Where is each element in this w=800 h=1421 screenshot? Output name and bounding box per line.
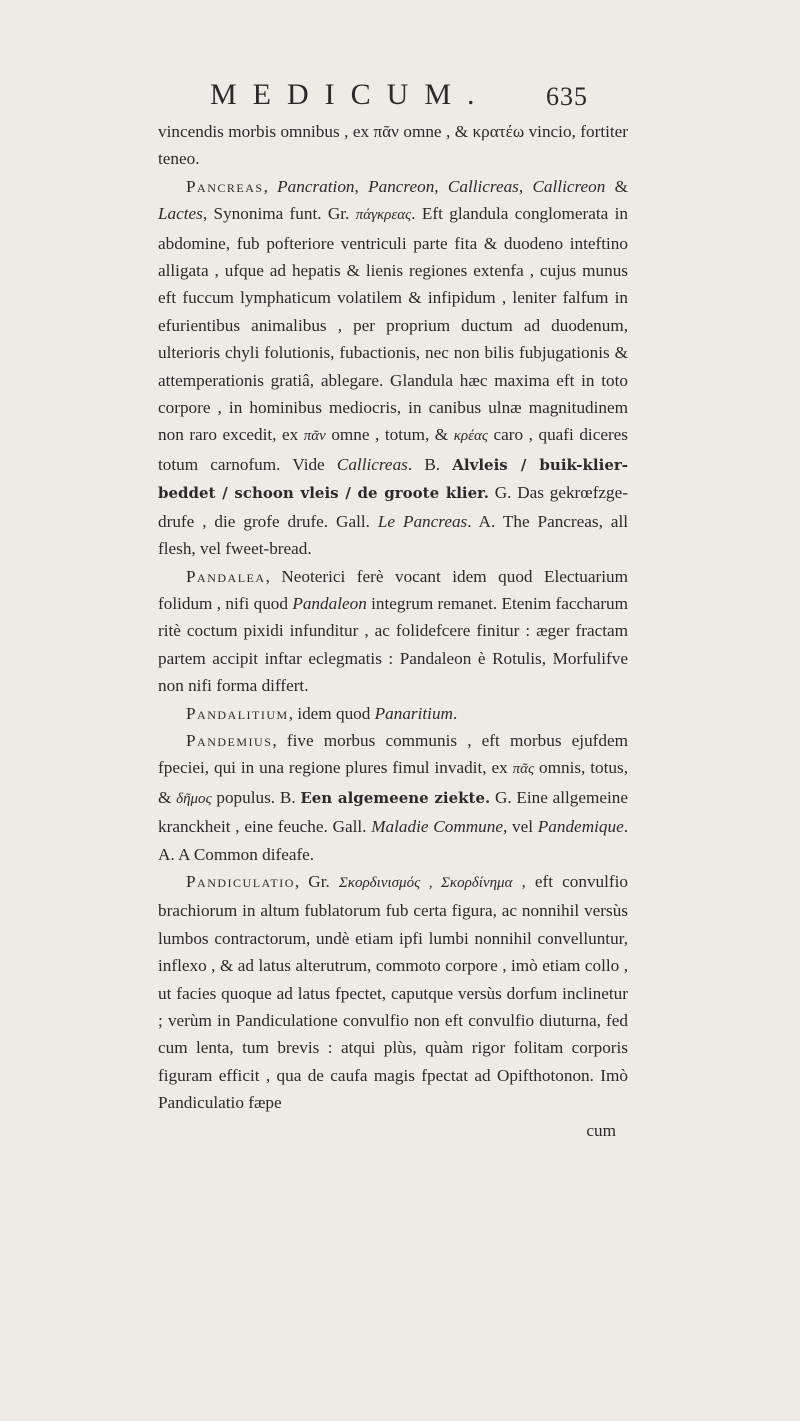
page-number: 635 (546, 82, 588, 111)
running-header (210, 78, 630, 118)
entry-headword: Pandemius (186, 730, 273, 750)
paragraph-continuation: vincendis morbis omnibus , ex πᾶν omne , & κρατέω vincio, fortiter teneo. (158, 122, 628, 169)
entry-pandemius: Pandemius, five morbus communis , eft morbus ejufdem fpeciei, qui in una regione plures fimul invadit, ex πᾶς omnis, totus, & δῆμος populus. B. Een algemeene ziekte. G. Eine allgemeine kranckheit , eine feuche. Gall. Maladie Commune, vel Pandemique. A. A Common difeafe. (158, 730, 629, 864)
entry-headword: Pandalitium (186, 703, 289, 723)
entry-pandalitium: Pandalitium, idem quod Panaritium. (186, 703, 458, 723)
text-block (158, 118, 628, 1144)
entry-pancreas: Pancreas, Pancration, Pancreon, Callicreas, Callicreon & Lactes, Synonima funt. Gr. πάγκρεας. Eft glandula conglomerata in abdomine, fub pofteriore ventriculi parte fita & duodeno inteftino alligata , ufque ad hepatis & lienis regiones extenfa , cujus munus eft fuccum lymphaticum volatilem & infipidum , leniter falfum in efurientibus animalibus , per proprium ductum ad duodenum, ulterioris chyli folutionis, fubactionis, nec non bilis fubjugationis & attemperationis gratiâ, ablegare. Glandula hæc maxima eft in toto corpore , in hominibus mediocris, in canibus ulnæ magnitudinem non raro excedit, ex πᾶν omne , totum, & κρέας caro , quafi diceres totum carnofum. Vide Callicreas. B. Alvleis / buik-klier-beddet / schoon vleis / de groote klier. G. Das gekrœfzge-drufe , die grofe drufe. Gall. Le Pancreas. A. The Pancreas, all flesh, vel fweet-bread. (158, 176, 629, 559)
entry-pandiculatio: Pandiculatio, Gr. Σκορδινισμός , Σκορδίνημα , eft convulfio brachiorum in altum fublatorum fub certa figura, ac nonnihil versùs lumbos contractorum, undè etiam ipfi lumbi nonnihil convelluntur, inflexo , & ad latus alterutrum, commoto corpore , imò etiam collo , ut facies quoque ad latus fpectet, caputque versùs dorfum inclinetur ; verùm in Pandiculatione convulfio non eft convulfio diuturna, fed cum lenta, tum brevis : atqui plùs, quàm rigor folitam corporis figuram efficit , qua de caufa magis fpectat ad Opifthotonon. Imò Pandiculatio fæpe (158, 871, 629, 1113)
entry-headword: Pandiculatio (186, 871, 295, 891)
entry-pandalea: Pandalea, Neoterici ferè vocant idem quod Electuarium folidum , nifi quod Pandaleon integrum remanet. Etenim faccharum ritè coctum pixidi infunditur , ac folidefcere finitur : æger fractam partem accipit inftar eclegmatis : Pandaleon è Rotulis, Morfulifve non nifi forma differt. (158, 566, 629, 696)
entry-headword: Pancreas (186, 176, 264, 196)
header-title: MEDICUM. (210, 78, 491, 111)
entry-headword: Pandalea (186, 566, 266, 586)
catchword: cum (586, 1120, 616, 1140)
